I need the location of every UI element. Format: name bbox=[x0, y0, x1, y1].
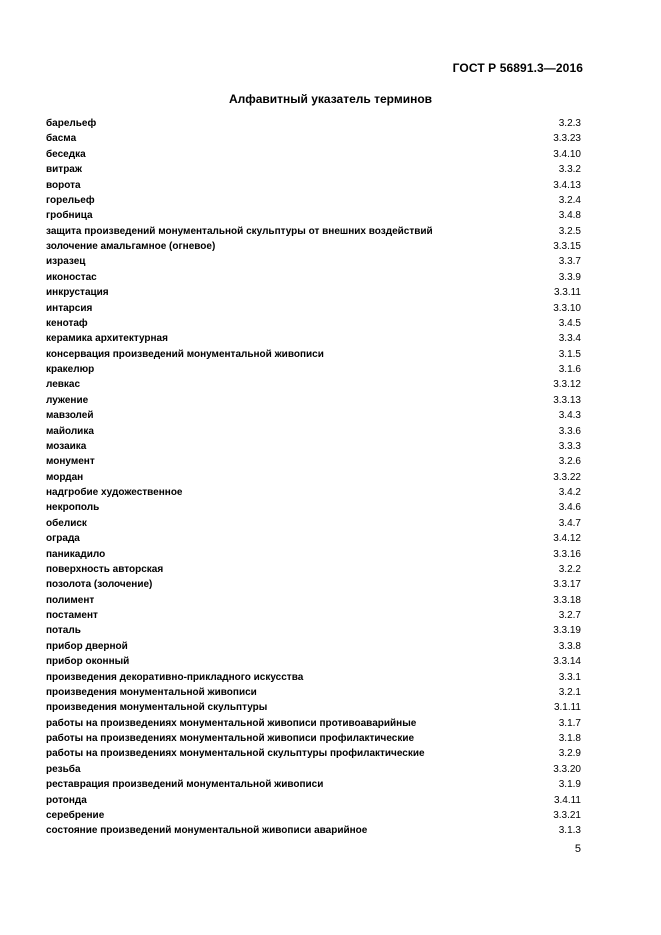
term-name: консервация произведений монументальной живописи bbox=[46, 348, 324, 360]
term-reference: 3.1.5 bbox=[558, 348, 581, 360]
term-row bbox=[46, 362, 581, 377]
term-reference: 3.4.6 bbox=[558, 502, 581, 514]
term-row bbox=[46, 470, 581, 485]
term-reference: 3.3.11 bbox=[553, 287, 581, 299]
term-reference: 3.4.2 bbox=[558, 487, 581, 498]
term-reference: 3.3.13 bbox=[553, 394, 581, 406]
term-name: монумент bbox=[46, 456, 95, 468]
term-name: мордан bbox=[46, 471, 84, 483]
term-row bbox=[46, 793, 581, 808]
term-row bbox=[46, 424, 581, 439]
term-reference: 3.3.6 bbox=[558, 425, 581, 437]
term-row bbox=[46, 131, 581, 146]
term-row bbox=[46, 439, 581, 454]
term-row bbox=[46, 408, 581, 423]
term-row bbox=[46, 331, 581, 346]
term-reference: 3.1.6 bbox=[558, 364, 581, 375]
term-reference: 3.2.7 bbox=[558, 610, 581, 621]
term-reference: 3.1.11 bbox=[553, 702, 581, 714]
term-name: кенотаф bbox=[46, 317, 88, 329]
term-reference: 3.4.7 bbox=[558, 517, 581, 529]
term-reference: 3.3.2 bbox=[558, 164, 581, 176]
term-row bbox=[46, 670, 581, 685]
term-reference: 3.3.3 bbox=[558, 440, 581, 452]
term-name: состояние произведений монументальной живописи аварийное bbox=[46, 825, 368, 837]
term-reference: 3.3.4 bbox=[558, 333, 581, 345]
term-reference: 3.1.7 bbox=[558, 717, 581, 729]
term-row bbox=[46, 716, 581, 731]
term-row bbox=[46, 577, 581, 592]
term-row bbox=[46, 254, 581, 269]
term-row bbox=[46, 562, 581, 577]
term-reference: 3.4.13 bbox=[553, 179, 581, 191]
term-reference: 3.1.3 bbox=[558, 825, 581, 837]
term-name: ограда bbox=[46, 533, 80, 545]
term-name: ротонда bbox=[46, 794, 87, 806]
term-reference: 3.3.18 bbox=[553, 594, 581, 606]
term-reference: 3.2.5 bbox=[558, 225, 581, 237]
term-name: лужение bbox=[46, 394, 89, 406]
term-name: керамика архитектурная bbox=[46, 333, 168, 345]
term-row bbox=[46, 239, 581, 254]
term-name: изразец bbox=[46, 256, 86, 268]
term-reference: 3.3.9 bbox=[558, 271, 581, 283]
term-row bbox=[46, 731, 581, 746]
term-name: паникадило bbox=[46, 548, 106, 560]
term-name: беседка bbox=[46, 148, 86, 160]
term-row bbox=[46, 208, 581, 223]
term-name: басма bbox=[46, 133, 77, 145]
term-name: левкас bbox=[46, 379, 81, 391]
term-reference: 3.3.23 bbox=[553, 133, 581, 145]
term-row bbox=[46, 808, 581, 823]
term-row bbox=[46, 500, 581, 515]
term-reference: 3.3.16 bbox=[553, 548, 581, 560]
term-name: гробница bbox=[46, 210, 93, 222]
term-row bbox=[46, 777, 581, 792]
term-reference: 3.2.3 bbox=[558, 118, 581, 129]
term-row bbox=[46, 547, 581, 562]
term-reference: 3.3.10 bbox=[553, 302, 581, 314]
term-row bbox=[46, 654, 581, 669]
term-name: инкрустация bbox=[46, 287, 109, 299]
term-name: кракелюр bbox=[46, 364, 95, 375]
term-reference: 3.3.20 bbox=[553, 763, 581, 775]
term-name: работы на произведениях монументальной живописи профилактические bbox=[46, 733, 415, 744]
term-reference: 3.3.7 bbox=[558, 256, 581, 268]
term-name: серебрение bbox=[46, 809, 105, 821]
term-row bbox=[46, 593, 581, 608]
term-row bbox=[46, 639, 581, 654]
page-title: Алфавитный указатель терминов bbox=[228, 92, 433, 106]
term-reference: 3.2.4 bbox=[558, 194, 581, 206]
term-name: ворота bbox=[46, 179, 81, 191]
term-reference: 3.2.6 bbox=[558, 456, 581, 468]
term-row bbox=[46, 178, 581, 193]
term-reference: 3.3.17 bbox=[553, 579, 581, 591]
term-name: интарсия bbox=[46, 302, 93, 314]
term-reference: 3.2.1 bbox=[558, 686, 581, 698]
term-row bbox=[46, 377, 581, 392]
term-reference: 3.1.9 bbox=[558, 779, 581, 791]
term-reference: 3.1.8 bbox=[558, 733, 581, 744]
term-name: витраж bbox=[46, 164, 82, 176]
term-name: работы на произведениях монументальной живописи противоаварийные bbox=[46, 717, 417, 729]
term-name: реставрация произведений монументальной живописи bbox=[46, 779, 324, 791]
term-row bbox=[46, 823, 581, 838]
term-name: майолика bbox=[46, 425, 94, 437]
term-name: барельеф bbox=[46, 118, 97, 129]
term-reference: 3.4.12 bbox=[553, 533, 581, 545]
term-name: мавзолей bbox=[46, 410, 94, 422]
term-name: позолота (золочение) bbox=[46, 579, 153, 591]
term-row bbox=[46, 162, 581, 177]
term-name: прибор дверной bbox=[46, 640, 128, 652]
term-row bbox=[46, 347, 581, 362]
term-name: золочение амальгамное (огневое) bbox=[46, 241, 216, 252]
term-name: постамент bbox=[46, 610, 98, 621]
term-name: поталь bbox=[46, 625, 81, 637]
term-name: надгробие художественное bbox=[46, 487, 183, 498]
term-name: иконостас bbox=[46, 271, 97, 283]
term-row bbox=[46, 285, 581, 300]
term-row bbox=[46, 193, 581, 208]
term-reference: 3.3.22 bbox=[553, 471, 581, 483]
term-row bbox=[46, 147, 581, 162]
term-row bbox=[46, 700, 581, 715]
term-reference: 3.3.12 bbox=[553, 379, 581, 391]
term-reference: 3.4.10 bbox=[553, 148, 581, 160]
term-name: поверхность авторская bbox=[46, 563, 164, 575]
term-name: произведения монументальной скульптуры bbox=[46, 702, 268, 714]
term-row bbox=[46, 316, 581, 331]
term-row bbox=[46, 608, 581, 623]
term-row bbox=[46, 485, 581, 500]
term-reference: 3.2.9 bbox=[558, 748, 581, 760]
term-name: обелиск bbox=[46, 517, 87, 529]
term-row bbox=[46, 116, 581, 131]
term-row bbox=[46, 454, 581, 469]
term-name: полимент bbox=[46, 594, 95, 606]
term-row bbox=[46, 224, 581, 239]
document-header: ГОСТ Р 56891.3—2016 bbox=[452, 61, 583, 75]
term-row bbox=[46, 393, 581, 408]
term-reference: 3.4.8 bbox=[558, 210, 581, 222]
term-reference: 3.3.8 bbox=[558, 640, 581, 652]
term-reference: 3.3.15 bbox=[553, 241, 581, 252]
term-reference: 3.3.21 bbox=[553, 809, 581, 821]
term-row bbox=[46, 746, 581, 761]
term-name: горельеф bbox=[46, 194, 95, 206]
term-reference: 3.4.5 bbox=[558, 317, 581, 329]
term-name: защита произведений монументальной скульптуры от внешних воздействий bbox=[46, 225, 433, 237]
term-row bbox=[46, 531, 581, 546]
term-reference: 3.4.11 bbox=[553, 794, 581, 806]
term-name: работы на произведениях монументальной скульптуры профилактические bbox=[46, 748, 425, 760]
term-index-list bbox=[46, 116, 581, 839]
term-row bbox=[46, 301, 581, 316]
term-reference: 3.3.14 bbox=[553, 656, 581, 668]
term-row bbox=[46, 685, 581, 700]
term-name: мозаика bbox=[46, 440, 87, 452]
term-name: произведения декоративно-прикладного искусства bbox=[46, 671, 304, 683]
term-name: произведения монументальной живописи bbox=[46, 686, 257, 698]
term-name: резьба bbox=[46, 763, 81, 775]
term-row bbox=[46, 270, 581, 285]
page-number: 5 bbox=[574, 843, 581, 855]
term-row bbox=[46, 623, 581, 638]
term-reference: 3.3.1 bbox=[558, 671, 581, 683]
term-row bbox=[46, 516, 581, 531]
term-name: некрополь bbox=[46, 502, 100, 514]
term-reference: 3.4.3 bbox=[558, 410, 581, 422]
term-reference: 3.2.2 bbox=[558, 563, 581, 575]
term-name: прибор оконный bbox=[46, 656, 130, 668]
term-row bbox=[46, 762, 581, 777]
term-reference: 3.3.19 bbox=[553, 625, 581, 637]
